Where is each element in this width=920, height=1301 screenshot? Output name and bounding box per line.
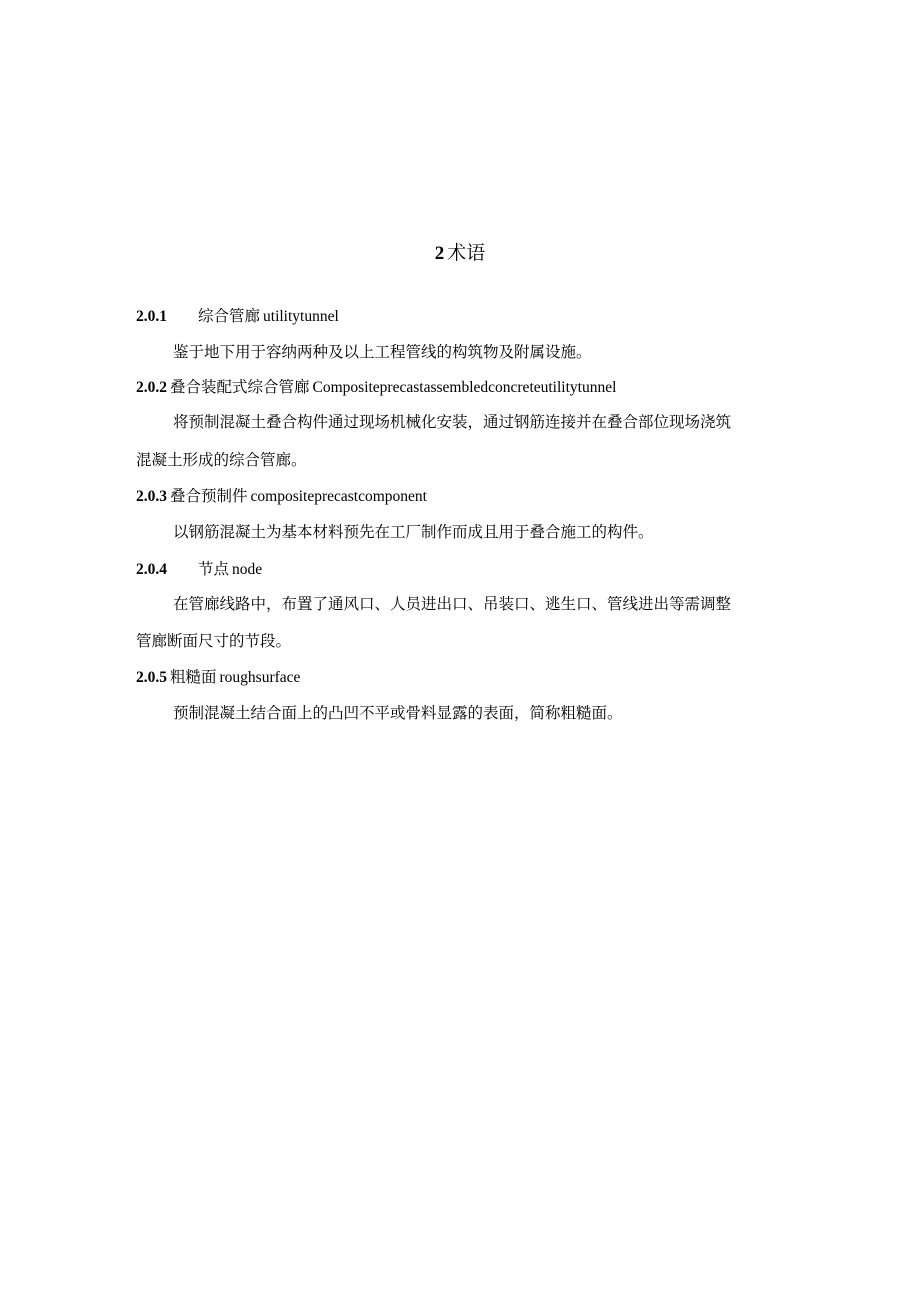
term-heading-2-0-4 — [136, 559, 262, 581]
term-number: 2.0.3 — [136, 488, 167, 505]
term-name-cn: 叠合装配式综合管廊 — [170, 379, 310, 396]
term-definition-2-0-5: 预制混凝土结合面上的凸凹不平或骨料显露的表面，简称粗糙面。 — [173, 705, 623, 722]
term-definition-2-0-1: 鉴于地下用于容纳两种及以上工程管线的构筑物及附属设施。 — [173, 344, 592, 361]
term-name-en: Compositeprecastassembledconcreteutilitytunnel — [312, 379, 617, 396]
term-definition-2-0-4-line-1: 在管廊线路中，布置了通风口、人员进出口、吊装口、逃生口、管线进出等需调整 — [173, 596, 732, 613]
term-number: 2.0.5 — [136, 669, 167, 686]
term-definition-2-0-4-line-2: 管廊断面尺寸的节段。 — [136, 633, 292, 650]
term-name-en: compositeprecastcomponent — [250, 488, 427, 505]
chapter-number: 2 — [434, 243, 445, 264]
term-name-cn: 粗糙面 — [170, 669, 217, 686]
term-definition-2-0-3: 以钢筋混凝土为基本材料预先在工厂制作而成且用于叠合施工的构件。 — [173, 524, 654, 541]
term-definition-2-0-2-line-2: 混凝土形成的综合管廊。 — [136, 452, 307, 469]
term-heading-2-0-2 — [136, 377, 616, 399]
term-name-cn: 叠合预制件 — [170, 488, 248, 505]
term-number: 2.0.4 — [136, 561, 167, 578]
term-definition-2-0-2-line-1: 将预制混凝土叠合构件通过现场机械化安装，通过钢筋连接并在叠合部位现场浇筑 — [173, 414, 732, 431]
term-heading-2-0-1 — [136, 306, 339, 328]
term-heading-2-0-5 — [136, 667, 300, 689]
chapter-title-text: 术语 — [447, 243, 486, 264]
term-number: 2.0.1 — [136, 308, 167, 325]
term-number: 2.0.2 — [136, 379, 167, 396]
term-name-en: node — [232, 561, 263, 578]
term-name-cn: 综合管廊 — [198, 308, 261, 325]
chapter-title — [0, 241, 920, 267]
term-name-en: utilitytunnel — [263, 308, 339, 325]
term-name-cn: 节点 — [198, 561, 230, 578]
term-heading-2-0-3 — [136, 486, 427, 508]
term-name-en: roughsurface — [219, 669, 301, 686]
